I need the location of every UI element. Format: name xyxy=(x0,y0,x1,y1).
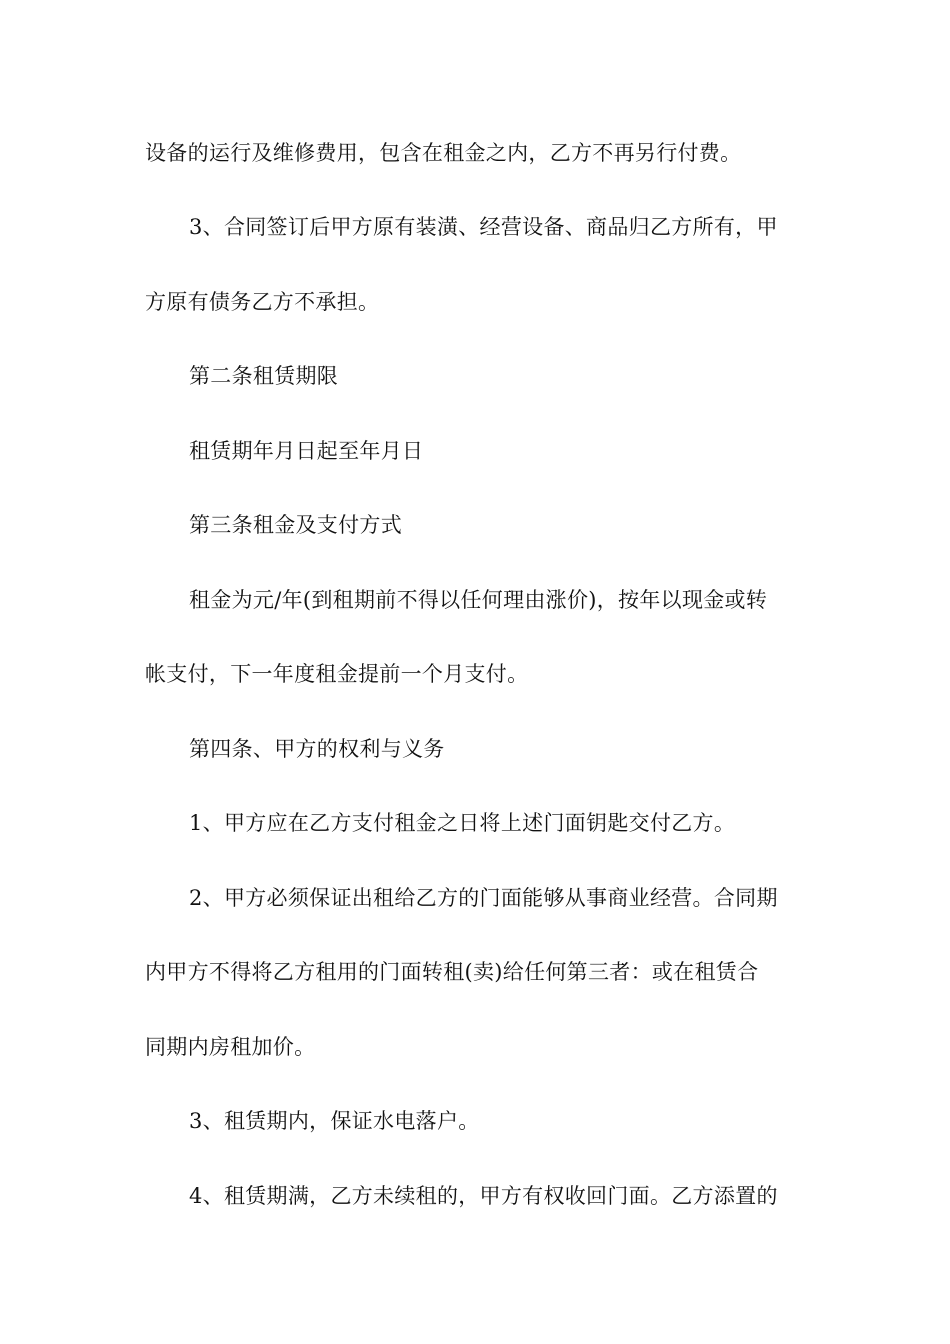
text-line-3: 方原有债务乙方不承担。 xyxy=(145,290,380,314)
text-line-10: 1、甲方应在乙方支付租金之日将上述门面钥匙交付乙方。 xyxy=(189,811,736,835)
section-heading-3: 第三条租金及支付方式 xyxy=(189,513,402,537)
text-line-8: 帐支付，下一年度租金提前一个月支付。 xyxy=(145,662,529,686)
text-line-14: 3、租赁期内，保证水电落户。 xyxy=(189,1109,480,1133)
text-line-7: 租金为元/年(到租期前不得以任何理由涨价)，按年以现金或转 xyxy=(189,588,768,612)
text-line-13: 同期内房租加价。 xyxy=(145,1035,316,1059)
text-line-1: 设备的运行及维修费用，包含在租金之内，乙方不再另行付费。 xyxy=(145,141,742,165)
text-line-12: 内甲方不得将乙方租用的门面转租(卖)给任何第三者：或在租赁合 xyxy=(145,960,759,984)
text-line-5: 租赁期年月日起至年月日 xyxy=(189,439,424,463)
section-heading-2: 第二条租赁期限 xyxy=(189,364,339,388)
section-heading-4: 第四条、甲方的权利与义务 xyxy=(189,737,445,761)
text-line-2: 3、合同签订后甲方原有装潢、经营设备、商品归乙方所有，甲 xyxy=(189,215,778,239)
text-line-15: 4、租赁期满，乙方未续租的，甲方有权收回门面。乙方添置的 xyxy=(189,1184,778,1208)
text-line-11: 2、甲方必须保证出租给乙方的门面能够从事商业经营。合同期 xyxy=(189,886,778,910)
